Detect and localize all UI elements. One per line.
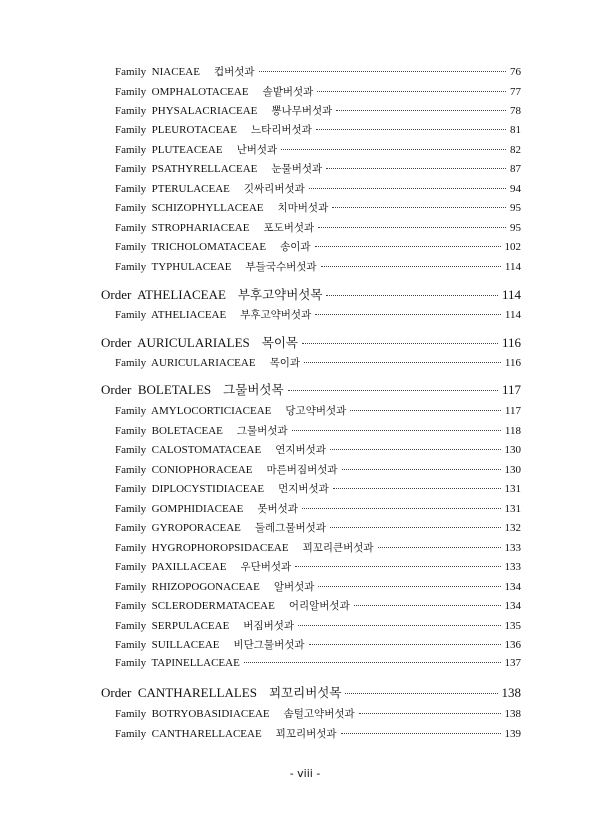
dot-leader: [317, 91, 506, 92]
toc-entry-label: Family SUILLACEAE: [115, 639, 220, 651]
dot-leader: [318, 586, 500, 587]
toc-entry-label: Family SERPULACEAE: [115, 620, 230, 632]
dot-leader: [326, 295, 498, 296]
dot-leader: [295, 566, 500, 567]
toc-entry-korean-name: 치마버섯과: [277, 202, 329, 214]
toc-entry-korean-name: 연지버섯과: [275, 444, 326, 456]
toc-entry-korean-name: 꾀꼬리버섯과: [275, 728, 337, 740]
dot-leader: [332, 207, 506, 208]
toc-entry-page: 77: [510, 86, 521, 98]
toc-family-entry: [115, 462, 521, 477]
dot-leader: [244, 662, 501, 663]
toc-entry-label: Family RHIZOPOGONACEAE: [115, 581, 260, 593]
toc-family-entry: [115, 259, 521, 274]
toc-family-entry: [115, 142, 521, 157]
toc-entry-page: 138: [501, 685, 521, 700]
toc-order-entry: [101, 380, 521, 398]
toc-entry-korean-name: 뽕나무버섯과: [271, 105, 333, 117]
toc-order-entry: [101, 333, 521, 351]
dot-leader: [326, 168, 506, 169]
toc-entry-label: Family AURICULARIACEAE: [115, 357, 256, 369]
toc-entry-label: Family ATHELIACEAE: [115, 309, 227, 321]
toc-entry-label: Family BOTRYOBASIDIACEAE: [115, 708, 270, 720]
toc-entry-label: Family STROPHARIACEAE: [115, 222, 250, 234]
toc-entry-korean-name: 솜털고약버섯과: [283, 708, 355, 720]
toc-entry-page: 118: [504, 425, 521, 437]
toc-entry-korean-name: 버짐버섯과: [243, 620, 295, 632]
toc-entry-korean-name: 솔밭버섯과: [262, 86, 314, 98]
toc-family-entry: [115, 706, 521, 721]
dot-leader: [330, 449, 501, 450]
toc-family-entry: [115, 726, 521, 741]
toc-entry-label: Family AMYLOCORTICIACEAE: [115, 405, 272, 417]
toc-entry-label: Family TAPINELLACEAE: [115, 657, 240, 669]
toc-entry-label: Order ATHELIACEAE: [101, 287, 226, 302]
toc-order-entry: [101, 683, 521, 701]
toc-entry-korean-name: 꾀꼬리버섯목: [268, 685, 342, 700]
toc-entry-page: 102: [504, 241, 521, 253]
toc-family-entry: [115, 307, 521, 322]
toc-entry-label: Family HYGROPHOROPSIDACEAE: [115, 542, 289, 554]
dot-leader: [341, 733, 501, 734]
toc-entry-page: 116: [501, 335, 521, 350]
dot-leader: [359, 713, 501, 714]
toc-order-entry: [101, 285, 521, 303]
dot-leader: [298, 625, 500, 626]
toc-entry-label: Family NIACEAE: [115, 66, 200, 78]
toc-entry-label: Order BOLETALES: [101, 382, 212, 397]
toc-entry-korean-name: 컵버섯과: [213, 66, 255, 78]
dot-leader: [315, 246, 501, 247]
dot-leader: [350, 410, 501, 411]
dot-leader: [354, 605, 501, 606]
dot-leader: [288, 390, 498, 391]
toc-entry-korean-name: 부후고약버섯과: [240, 309, 312, 321]
toc-family-entry: [115, 103, 521, 118]
toc-entry-page: 114: [504, 309, 521, 321]
dot-leader: [342, 469, 501, 470]
toc-entry-label: Family GYROPORACEAE: [115, 522, 241, 534]
toc-entry-korean-name: 마른버짐버섯과: [266, 464, 338, 476]
toc-family-entry: [115, 403, 521, 418]
toc-entry-korean-name: 둘레그물버섯과: [254, 522, 326, 534]
toc-entry-label: Order AURICULARIALES: [101, 335, 250, 350]
toc-entry-page: 139: [504, 728, 521, 740]
toc-entry-page: 114: [504, 261, 521, 273]
toc-entry-label: Order CANTHARELLALES: [101, 685, 257, 700]
toc-entry-page: 133: [504, 561, 521, 573]
toc-family-entry: [115, 579, 521, 594]
dot-leader: [259, 71, 506, 72]
toc-entry-korean-name: 느타리버섯과: [250, 124, 312, 136]
toc-entry-korean-name: 목이목: [261, 335, 298, 350]
toc-entry-page: 131: [504, 503, 521, 515]
toc-entry-page: 87: [510, 163, 521, 175]
toc-family-entry: [115, 181, 521, 196]
toc-entry-label: Family BOLETACEAE: [115, 425, 223, 437]
dot-leader: [281, 149, 506, 150]
dot-leader: [345, 693, 497, 694]
toc-entry-page: 78: [510, 105, 521, 117]
dot-leader: [336, 110, 506, 111]
toc-entry-korean-name: 그물버섯목: [223, 382, 284, 397]
toc-family-entry: [115, 442, 521, 457]
toc-entry-page: 95: [510, 202, 521, 214]
dot-leader: [292, 430, 501, 431]
toc-entry-page: 133: [504, 542, 521, 554]
toc-family-entry: [115, 84, 521, 99]
toc-entry-label: Family CANTHARELLACEAE: [115, 728, 262, 740]
toc-entry-label: Family CALOSTOMATACEAE: [115, 444, 262, 456]
toc-family-entry: [115, 637, 521, 652]
toc-entry-korean-name: 우단버섯과: [240, 561, 292, 573]
toc-entry-korean-name: 눈물버섯과: [271, 163, 323, 175]
toc-entry-page: 116: [504, 357, 521, 369]
toc-entry-page: 138: [504, 708, 521, 720]
toc-entry-page: 134: [504, 581, 521, 593]
toc-entry-korean-name: 목이과: [269, 357, 300, 369]
dot-leader: [318, 227, 506, 228]
toc-entry-page: 132: [504, 522, 521, 534]
page-number: - viii -: [289, 767, 321, 780]
toc-entry-label: Family PLUTEACEAE: [115, 144, 223, 156]
toc-family-entry: [115, 161, 521, 176]
toc-family-entry: [115, 540, 521, 555]
toc-family-entry: [115, 559, 521, 574]
dot-leader: [378, 547, 501, 548]
toc-entry-page: 94: [510, 183, 521, 195]
toc-entry-korean-name: 알버섯과: [273, 581, 315, 593]
toc-entry-label: Family DIPLOCYSTIDIACEAE: [115, 483, 265, 495]
toc-entry-page: 134: [504, 600, 521, 612]
toc-entry-korean-name: 포도버섯과: [263, 222, 315, 234]
toc-entry-page: 130: [504, 464, 521, 476]
toc-family-entry: [115, 598, 521, 613]
dot-leader: [302, 343, 498, 344]
dot-leader: [302, 508, 501, 509]
toc-family-entry: [115, 618, 521, 633]
toc-family-entry: [115, 423, 521, 438]
toc-entry-korean-name: 어리알버섯과: [288, 600, 350, 612]
toc-family-entry: [115, 481, 521, 496]
toc-entry-page: 136: [504, 639, 521, 651]
toc-entry-label: Family GOMPHIDIACEAE: [115, 503, 244, 515]
dot-leader: [333, 488, 501, 489]
toc-family-entry: [115, 520, 521, 535]
toc-entry-page: 82: [510, 144, 521, 156]
toc-entry-page: 81: [510, 124, 521, 136]
toc-entry-page: 131: [504, 483, 521, 495]
toc-family-entry: [115, 122, 521, 137]
toc-entry-page: 95: [510, 222, 521, 234]
toc-entry-label: Family TRICHOLOMATACEAE: [115, 241, 267, 253]
toc-entry-page: 135: [504, 620, 521, 632]
toc-entry-korean-name: 난버섯과: [236, 144, 278, 156]
toc-entry-korean-name: 당고약버섯과: [285, 405, 347, 417]
dot-leader: [315, 314, 501, 315]
dot-leader: [309, 644, 501, 645]
toc-entry-label: Family PAXILLACEAE: [115, 561, 227, 573]
toc-entry-label: Family SCHIZOPHYLLACEAE: [115, 202, 264, 214]
toc-family-entry: [115, 200, 521, 215]
toc-family-entry: [115, 501, 521, 516]
toc-entry-page: 130: [504, 444, 521, 456]
toc-entry-label: Family PSATHYRELLACEAE: [115, 163, 258, 175]
toc-entry-label: Family OMPHALOTACEAE: [115, 86, 249, 98]
toc-entry-korean-name: 못버섯과: [257, 503, 298, 515]
toc-family-entry: [115, 355, 521, 370]
toc-entry-page: 117: [504, 405, 521, 417]
dot-leader: [304, 362, 501, 363]
dot-leader: [309, 188, 506, 189]
toc-entry-label: Family TYPHULACEAE: [115, 261, 232, 273]
toc-entry-korean-name: 비단그물버섯과: [233, 639, 305, 651]
dot-leader: [316, 129, 506, 130]
toc-entry-korean-name: 부후고약버섯목: [237, 287, 323, 302]
toc-entry-label: Family PLEUROTACEAE: [115, 124, 237, 136]
toc-entry-page: 76: [510, 66, 521, 78]
toc-entry-page: 137: [504, 657, 521, 669]
toc-entry-korean-name: 꾀꼬리큰버섯과: [302, 542, 374, 554]
toc-entry-page: 114: [501, 287, 521, 302]
toc-entry-page: 117: [501, 382, 521, 397]
dot-leader: [330, 527, 501, 528]
toc-family-entry: [115, 657, 521, 669]
toc-entry-korean-name: 깃싸리버섯과: [243, 183, 305, 195]
toc-entry-label: Family PHYSALACRIACEAE: [115, 105, 258, 117]
dot-leader: [321, 266, 501, 267]
toc-entry-korean-name: 그물버섯과: [236, 425, 288, 437]
toc-entry-label: Family PTERULACEAE: [115, 183, 230, 195]
toc-family-entry: [115, 239, 521, 254]
toc-family-entry: [115, 220, 521, 235]
toc-family-entry: [115, 64, 521, 79]
toc-entry-korean-name: 먼지버섯과: [278, 483, 329, 495]
toc-entry-label: Family SCLERODERMATACEAE: [115, 600, 275, 612]
toc-entry-korean-name: 부들국수버섯과: [245, 261, 317, 273]
toc-entry-korean-name: 송이과: [280, 241, 311, 253]
toc-entry-label: Family CONIOPHORACEAE: [115, 464, 253, 476]
